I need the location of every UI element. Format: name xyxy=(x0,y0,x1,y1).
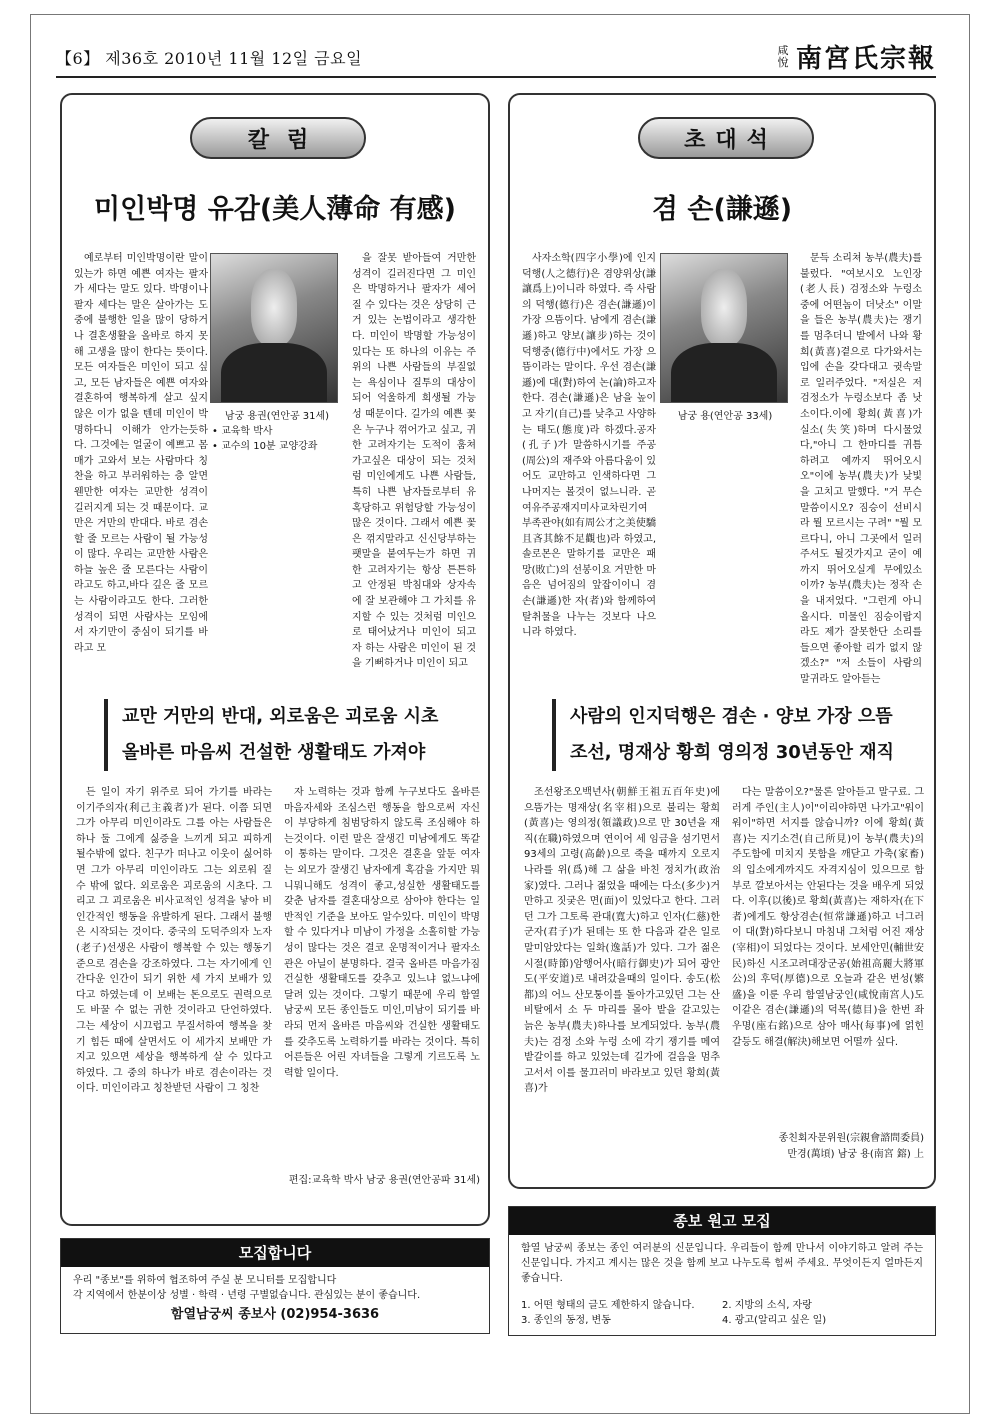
article-text-col4: 다는 말씀이오?"물론 알아듣고 말구료. 그러게 주인(主人)이"이리야하면 나가고"워이워이"하면 서지를 않습니까? 이에 황희(黃喜)는 지기소견(自己所見)이 농부(農夫)의 주도함에 미치지 못함을 깨닫고 가축(家畜)의 입소에게까지도 자격지심이 있으므로 함부로 깔보아서는 안된다는 것을 배우게 되었다. 이후(以後)로 황희(黃喜)는 재하자(在下者)에게도 항상겸손(恒常謙遜)하고 너그러이 대(對)하다보니 마침내 그처럼 어진 재상(宰相)이 되었다는 것이다. 보세안민(輔世安民)하신 시조고려대장군공(始祖高麗大將軍公)의 후덕(厚德)으로 오늘과 같은 번성(繁盛)을 이룬 우리 함열남궁인(咸悅南宮人)도 이같은 겸손(謙遜)의 덕목(德目)을 한번 좌우명(座右銘)으로 삼아 매사(每事)에 얽힌 갈등도 해결(解決)해보면 어떨까 싶다. xyxy=(732,787,924,1048)
masthead-title: 南宮氏宗報 xyxy=(795,44,936,74)
author-photo xyxy=(660,253,788,403)
notice-list xyxy=(509,1298,935,1328)
photo-caption: 남궁 용(연안공 33세) xyxy=(677,411,773,422)
section-label: 칼럼 xyxy=(190,117,366,159)
list-item: 4. 광고(알리고 싶은 일) xyxy=(722,1315,827,1326)
page-header xyxy=(56,38,936,78)
masthead xyxy=(776,38,936,75)
recruit-notice: 모집합니다 우리 "종보"를 위하여 협조하여 주실 분 모니터를 모집합니다 각 지역에서 한분이상 성별 · 학력 · 년령 구별없습니다. 관심있는 분이 좋습니다. 함열남궁씨 종보사 (02)954-3636 xyxy=(60,1238,490,1334)
list-item: 1. 어떤 형태의 글도 제한하지 않습니다. xyxy=(521,1300,695,1311)
photo-caption: 남궁 용권(연안공 31세) • 교육학 박사 • 교수의 10분 교양강좌 xyxy=(212,411,330,452)
notice-title: 종보 원고 모집 xyxy=(509,1207,935,1235)
list-item: 3. 종인의 동정, 변동 xyxy=(521,1315,611,1326)
right-article-text-col1: 사자소학(四字小學)에 인지덕행(人之德行)은 겸양위상(謙讓爲上)이니라 하였다. 즉 사람의 덕행(德行)은 겸손(謙遜)이 가장 으뜸이다. 남에게 겸손(謙遜)하고 양보(讓步)하는 것이 덕행중(德行中)에서도 가장 으뜸이라는 말이다. 우선 겸손(謙遜)에 대(對)하여 논(論)하고자 한다. 겸손(謙遜)은 남을 높이고 자기(自己)를 낮추고 사양하는 태도(態度)라 하겠다.공자(孔子)가 말씀하시기를 주공(周公)의 재주와 아름다움이 있어도 교만하고 인색하다면 그 나머지는 볼것이 없느니라. 곧 여유주공재지미사교차린기여부족관야(如有周公才之美使驕且吝其餘不足觀也)라 하였고, 솔로몬은 말하기를 교만은 패망(敗亡)의 선봉이요 거만한 마음은 넘어짐의 앞잡이이니 겸손(謙遜)한 자(者)와 함께하여 탈취물을 나누는 것보다 나으니라 하였다. xyxy=(522,253,656,639)
article-text-col4: 자 노력하는 것과 함께 누구보다도 올바른 마음자세와 조심스런 행동을 함으로써 자신이 부당하게 침범당하지 않도록 조심해야 하는것이다. 이런 말은 잘생긴 미남에게도 똑같이 통하는 말이다. 그것은 결혼을 앞둔 여자는 외모가 잘생긴 남자에게 혹감을 가지만 뭐니뭐니해도 성격이 좋고,성실한 생활태도를 갖춘 남자를 결혼대상으로 삼아야 한다는 일반적인 기준을 보아도 알수있다. 미인이 박명할 수 있다거나 미남이 가정을 소홀히할 가능성이 많다는 것은 결코 운명적이거나 팔자소관은 아닐이 분명하다. 결국 올바른 마음가짐 건실한 생활태도를 갖추고 있느냐 없느냐에 달려 있는 것이다. 그렇기 때문에 우리 함열남궁씨 모든 종인들도 미인,미남이 되기를 바라되 먼저 올바른 마음씨와 건실한 생활태도를 갖추도록 노력하기를 바라는 것이다. 특히 어른들은 어린 자녀들을 그렇게 기르도록 노력할 일이다. xyxy=(284,787,480,1079)
article-title: 미인박명 유감(美人薄命 有感) xyxy=(94,194,456,225)
pull-quote: 사람의 인지덕행은 겸손 · 양보 가장 으뜸 조선, 명재상 황희 영의정 30년동안 재직 xyxy=(552,699,928,771)
header-rule xyxy=(56,76,936,78)
contact-phone: 함열남궁씨 종보사 (02)954-3636 xyxy=(170,1307,380,1322)
left-article-text-col1: 예로부터 미인박명이란 말이 있는가 하면 예쁜 여자는 팔자가 세다는 말도 있다. 박명이나 팔자 세다는 말은 살아가는 도중에 불행한 일을 많이 당하거나 결혼생활을 올바로 하지 못해 고생을 많이 한다는 뜻이다. 모든 여자들은 미인이 되고 싶고, 모든 남자들은 예쁜 여자와 결혼하여 행복하게 살고 싶지 않은 이가 없을 텐데 미인이 박명하다니 이해가 안가는듯하다. 그것에는 얼굴이 예쁘고 몸매가 고와서 보는 사람마다 칭찬을 하고 부러워하는 층 알면 웬만한 여자는 교만한 성격이 길러지게 되는 것 때문이다. 교만은 거만의 반대다. 바로 겸손할 줄 모르는 사람이 될 가능성이 많다. 우리는 교만한 사람은 하늘 높은 줄 모른다는 사람이라고도 하고,바다 깊은 줄 모르는 사람이라고도 한다. 그러한 성격이 되면 사람사는 모임에서 자기만이 중심이 되기를 바라고 모 xyxy=(74,253,208,654)
section-label: 초대석 xyxy=(638,117,814,159)
author-photo xyxy=(210,253,338,403)
article-title: 겸 손(謙遜) xyxy=(651,194,793,225)
manuscript-notice: 종보 원고 모집 함열 남궁씨 종보는 종인 여러분의 신문입니다. 우리들이 함께 만나서 이야기하고 알려 주는 신문입니다. 가지고 계시는 많은 것을 함께 보고 나누도록 힘써 주세요. 무엇이든지 얼마든지 좋습니다. 1. 어떤 형태의 글도 제한하지 않습니다. 2. 지방의 소식, 자랑 3. 종인의 동정, 변동 4. 광고(알리고 싶은 일) xyxy=(508,1206,936,1336)
pull-quote: 교만 거만의 반대, 외로움은 괴로움 시초 올바른 마음씨 건설한 생활태도 가져야 xyxy=(104,699,484,771)
list-item: 2. 지방의 소식, 자랑 xyxy=(722,1300,812,1311)
notice-title: 모집합니다 xyxy=(61,1239,489,1267)
signature: 종친회자문위원(宗親會諮問委員) 만경(萬頃) 남궁 용(南宮 鎔) 上 xyxy=(778,1133,924,1160)
article-text-col3: 든 일이 자기 위주로 되어 가기를 바라는 이기주의자(利己主義者)가 된다. 이쯤 되면 그가 아무리 미인이라도 그를 아는 사람들은 하나 둘 그에게 싫증을 느끼게 되고 피하게 될수밖에 없다. 친구가 떠나고 이웃이 싫어하면 그가 아무리 미인이라도 그는 외로워 질 수 밖에 없다. 외로움은 괴로움의 시초다. 그리고 그 괴로움은 비사교적인 성격을 낳아 비인간적인 행동을 유발하게 된다. 그래서 불행은 시작되는 것이다. 중국의 도덕주의자 노자(老子)선생은 사람이 행복할 수 있는 행동기준으로 겸손을 강조하였다. 그는 자기에게 인간다운 인간이 되기 위한 세 가지 보배가 있다고 하였는데 이 보배는 돈으로도 권력으로도 바꿀 수 없는 귀한 것이라고 단언하였다. 그는 세상이 시끄럽고 무질서하여 행복을 찾기 힘든 때에 살면서도 이 세가지 보배만 가지고 있으면 세상을 행복하게 살 수 있다고 하였다. 그 중의 하나가 바로 겸손이라는 것이다. 미인이라고 칭찬받던 사람이 그 칭찬 xyxy=(76,787,272,1095)
right-article-text-col2: 문득 소리쳐 농부(農夫)를 불렀다. "여보시오 노인장(老人長) 검정소와 누렁소 중에 어떤놈이 더낫소" 이말을 들은 농부(農夫)는 쟁기를 멈추더니 밭에서 나와 황희(黃喜)곁으로 다가와서는 입에 손을 갖다대고 귓속말로 일러주었다. "저실은 저 검정소가 누렁소보다 좀 낫소이다.이에 황희(黃喜)가 실소(失笑)하며 다시물었다,"아니 그 한마디를 귀틈하려고 예까지 뛰어오시오"이에 농부(農夫)가 낮빛을 고치고 말했다. "거 무슨 말씀이시오? 짐승이 선비시라 뭘 모르시는 구려" "뭘 모르다니, 아니 그곳에서 일러주셔도 될것가지고 굳이 예까지 뛰어오실게 무에있소이까? 농부(農夫)는 정작 손을 내저었다. "그런게 아니 올시다. 미물인 짐승이랍지라도 제가 잘못한단 소리를 들으면 좋아할 리가 없지 않겠소?" "저 소들이 사람의 말귀라도 알아듣는 xyxy=(800,253,922,686)
article-text-col3: 조선왕조오백년사(朝鮮王祖五百年史)에 으뜸가는 명재상(名宰相)으로 불리는 황희(黃喜)는 영의정(領議政)으로 만 30년을 재직(在職)하였으며 연이어 세 임금을 섬기면서 93세의 고령(高齡)으로 죽을 때까지 오로지 나라를 위(爲)해 그 삶을 바친 정치가(政治家)였다. 그러나 젊었을 때에는 다소(多少)거만하고 짓궂은 면(面)이 있었다고 한다. 그러던 그가 그토록 관대(寬大)하고 인자(仁慈)한 군자(君子)가 된데는 또 한 다음과 같은 일로 말미암았다는 일화(逸話)가 있다. 그가 젊은 시절(時節)암행어사(暗行御史)가 되어 광안도(平安道)로 내려갔을때의 일이다. 송도(松都)의 어느 산모퉁이를 돌아가고있던 그는 산비탈에서 소 두 마리를 몰아 밭을 갈고있는 늙은 농부(農夫)하나를 보게되었다. 농부(農夫)는 검정 소와 누렁 소에 각기 쟁기를 메여 밭갈이를 하고 있었는데 길가에 걸음을 멈추고서서 이를 물끄러미 바라보고 있던 황희(黃喜)가 xyxy=(524,787,720,1095)
issue-info: 【6】 제36호 2010년 11월 12일 금요일 xyxy=(56,49,363,68)
masthead-prefix: 咸 悅 xyxy=(777,43,789,69)
left-article-text-col2: 을 잘못 받아들여 거만한 성격이 길러진다면 그 미인은 박명하거나 팔자가 세어질 수 있다는 것은 상당히 근거 있는 논법이라고 생각한다. 미인이 박명할 가능성이 있다는 또 하나의 이유는 주위의 나쁜 사람들의 부질없는 욕심이나 질투의 대상이 되어 억울하게 희생될 가능성 때문이다. 길가의 예쁜 꽃은 누구나 꺾어가고 싶고, 귀한 고려자기는 도적이 훔쳐가고싶은 대상이 되는 것처럼 미인에게도 나쁜 사람들, 특히 나쁜 남자들로부터 유혹당하고 위험당할 가능성이 많은 것이다. 그래서 예쁜 꽃은 꺾지말라고 신신당부하는 팻말을 붙여두는가 하면 귀한 고려자기는 항상 튼튼하고 안정된 박침대와 상자속에 잘 보관해야 그 가치를 유지할 수 있는 것처럼 미인으로 태어났거나 미인이 되고자 하는 사람은 미인이 된 것을 기뻐하거나 미인이 되고 xyxy=(352,253,476,670)
byline: 편집:교육학 박사 남궁 용권(연안공파 31세) xyxy=(288,1175,480,1186)
